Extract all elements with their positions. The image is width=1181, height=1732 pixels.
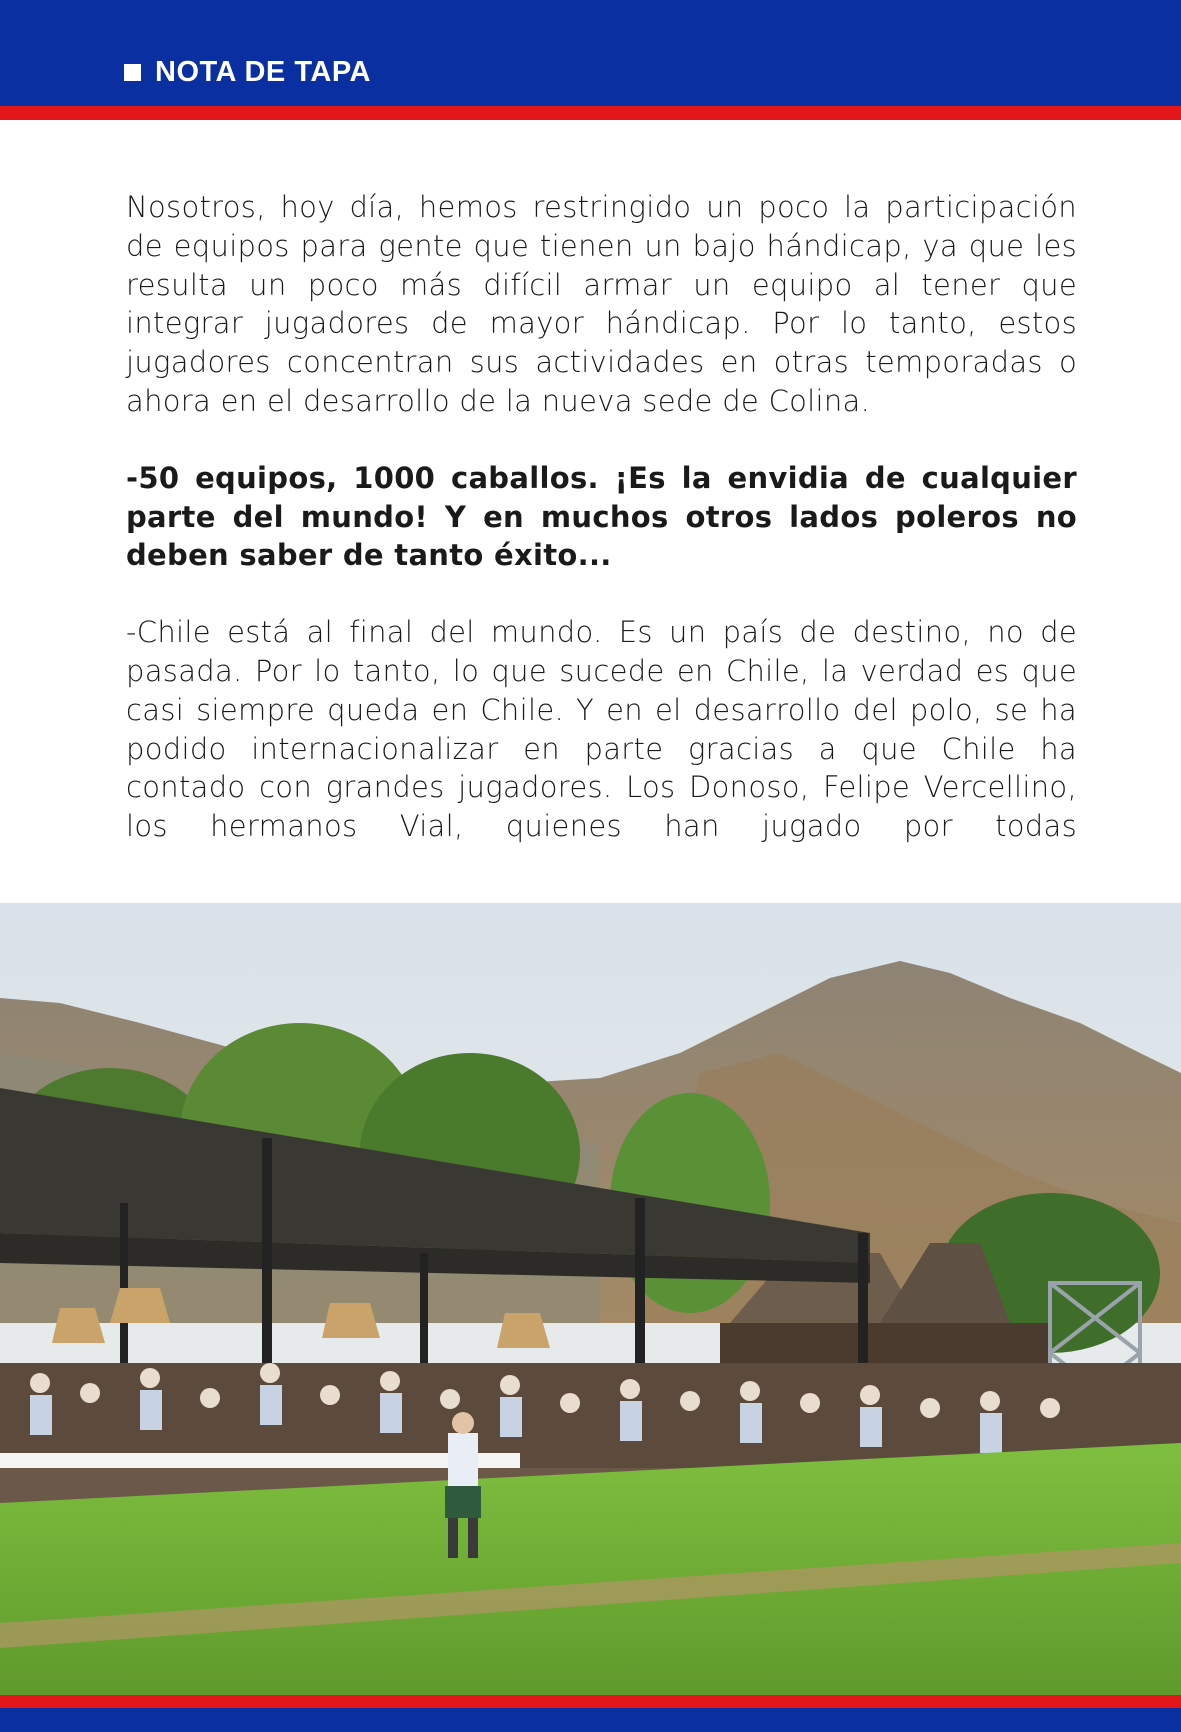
- footer-red-stripe: [0, 1695, 1181, 1708]
- header-red-stripe: [0, 106, 1181, 120]
- section-label: [124, 52, 371, 92]
- square-bullet-icon: [124, 64, 141, 81]
- photo-illustration: [0, 903, 1181, 1695]
- section-label-text: NOTA DE TAPA: [155, 55, 371, 88]
- article-body: [126, 188, 1077, 846]
- paragraph-1: Nosotros, hoy día, hemos restringido un poco la participación de equipos para gente que tienen un bajo hándicap, ya que les resulta un poco más difícil armar un equipo al tener que integrar jugadores de mayor hándicap. Por lo tanto, estos jugadores concentran sus actividades en otras temporadas o ahora en el desarrollo de la nueva sede de Colina.: [126, 190, 1077, 418]
- interview-question: -50 equipos, 1000 caballos. ¡Es la envidia de cualquier parte del mundo! Y en muchos otros lados poleros no deben saber de tanto éxito...: [126, 460, 1077, 573]
- footer-band: [0, 1708, 1181, 1732]
- interview-answer: -Chile está al final del mundo. Es un país de destino, no de pasada. Por lo tanto, lo que sucede en Chile, la verdad es que casi siempre queda en Chile. Y en el desarrollo del polo, se ha podido internacionalizar en parte gracias a que Chile ha contado con grandes jugadores. Los Donoso, Felipe Vercellino, los hermanos Vial, quienes han jugado por todas: [126, 615, 1077, 844]
- polo-grandstand-photo: [0, 903, 1181, 1695]
